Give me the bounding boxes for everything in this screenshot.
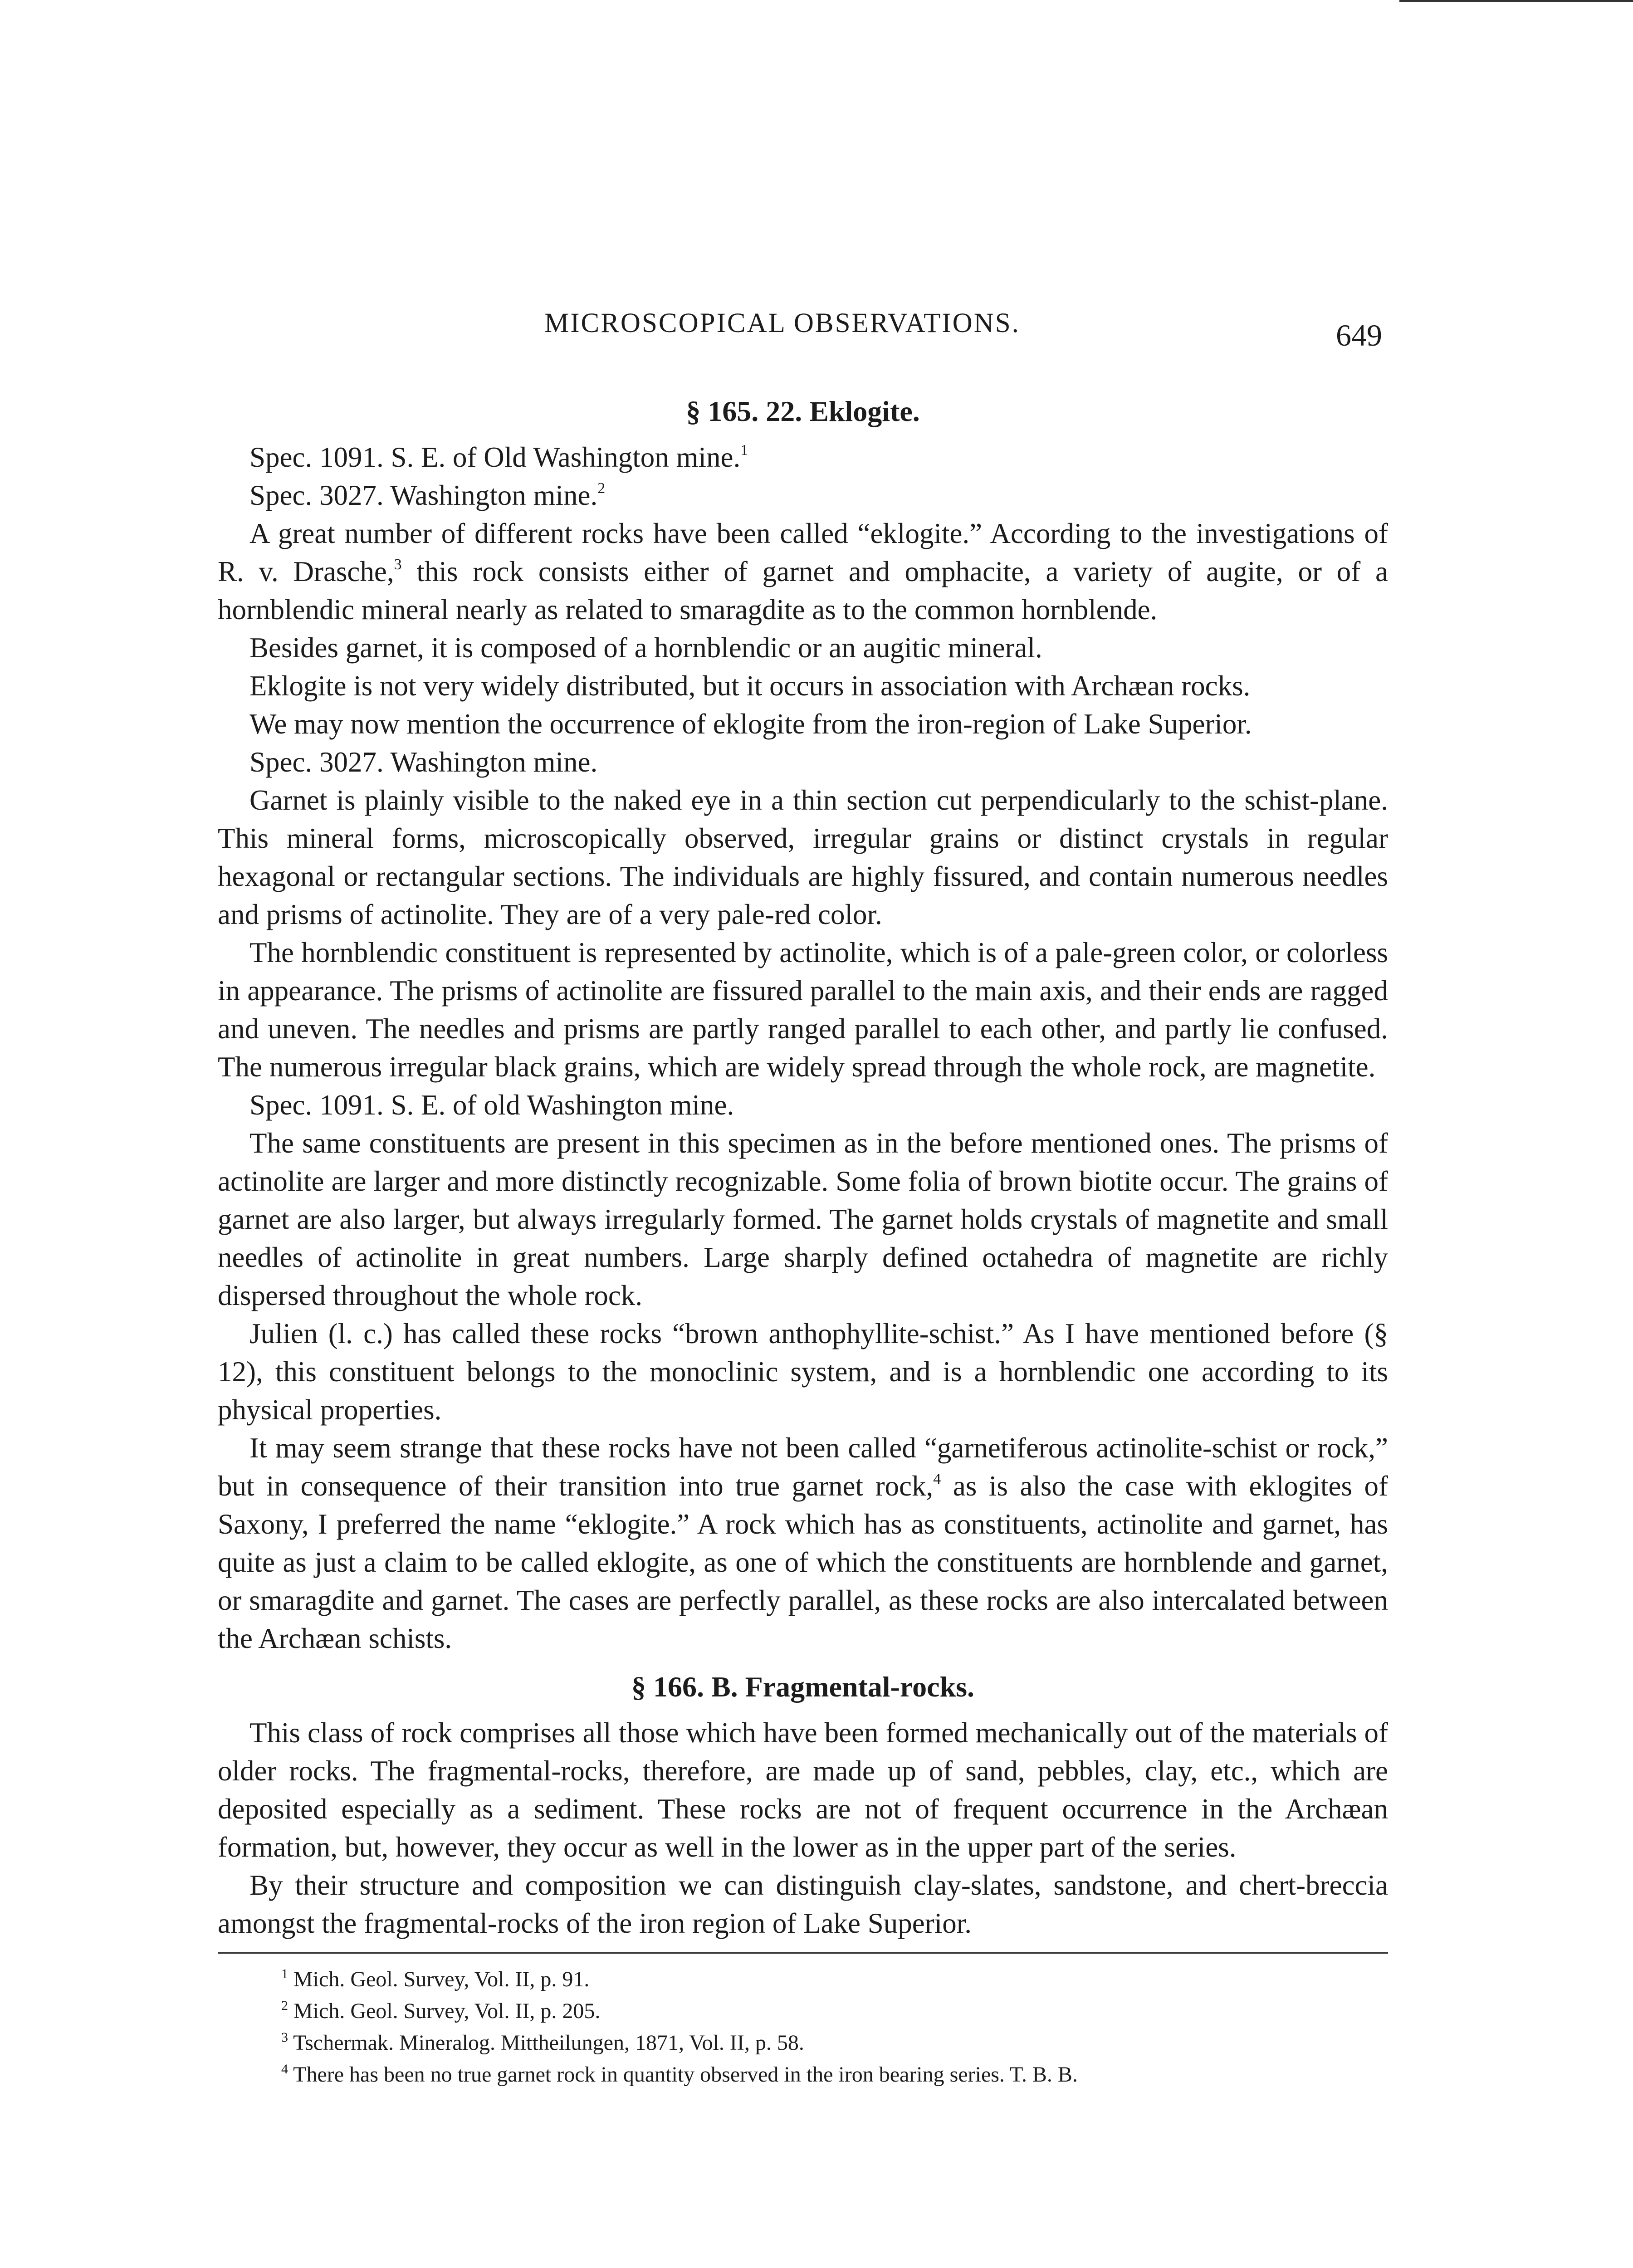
- specimen-line: [218, 476, 1388, 514]
- paragraph: Besides garnet, it is composed of a hornblendic or an augitic mineral.: [249, 632, 1042, 664]
- paragraph: We may now mention the occurrence of eklogite from the iron-region of Lake Superior.: [249, 708, 1252, 740]
- running-title: MICROSCOPICAL OBSERVATIONS.: [544, 308, 1020, 338]
- footnote: [218, 2059, 1388, 2091]
- footnote-rule: [218, 1952, 1388, 1954]
- specimen-line: Spec. 3027. Washington mine.: [249, 746, 598, 778]
- specimen-text: Spec. 3027. Washington mine.: [249, 479, 598, 511]
- section-166-heading: § 166. B. Fragmental-rocks.: [631, 1671, 975, 1703]
- paragraph: Garnet is plainly visible to the naked eye in a thin section cut perpendicularly to the schist-plane. This mineral forms, microscopically observed, irregular grains or distinct crystals in regular hexagonal or rectangular sections. The individuals are highly fissured, and contain numerous needles and prisms of actinolite. They are of a very pale-red color.: [218, 784, 1388, 930]
- paragraph-text: as is also the case with eklogites of Saxony, I preferred the name “eklogite.” A rock which has as constituents, actinolite and garnet, has quite as just a claim to be called eklogite, as one of which the constituents are hornblende and garnet, or smaragdite and garnet. The cases are perfectly parallel, as these rocks are also intercalated between the Archæan schists.: [218, 1470, 1388, 1654]
- footnote-text: Tschermak. Mineralog. Mittheilungen, 1871, Vol. II, p. 58.: [293, 2031, 804, 2055]
- footnote-ref: 2: [597, 480, 606, 497]
- footnote: [218, 1964, 1388, 1995]
- footnotes: [218, 1964, 1388, 2091]
- specimen-text: Spec. 1091. S. E. of Old Washington mine.: [249, 441, 741, 473]
- paragraph-text: this rock consists either of garnet and omphacite, a variety of augite, or of a hornblendic mineral nearly as related to smaragdite as to the common hornblende.: [218, 556, 1388, 626]
- paragraph: This class of rock comprises all those which have been formed mechanically out of the materials of older rocks. The fragmental-rocks, therefore, are made up of sand, pebbles, clay, etc., which are deposited especially as a sediment. These rocks are not of frequent occurrence in the Archæan formation, but, however, they occur as well in the lower as in the upper part of the series.: [218, 1717, 1388, 1863]
- footnote-mark: 1: [281, 1966, 288, 1981]
- specimen-line: Spec. 1091. S. E. of old Washington mine.: [249, 1089, 734, 1121]
- text-column: [218, 395, 1388, 2091]
- footnote-mark: 3: [281, 2030, 288, 2045]
- footnote-text: Mich. Geol. Survey, Vol. II, p. 91.: [293, 1967, 590, 1991]
- paragraph-text: A great number of different rocks have been called “eklogite.” According to the investigations of R. v. Drasche,: [218, 518, 1388, 587]
- footnote-ref: 4: [933, 1471, 941, 1487]
- paragraph: By their structure and composition we can distinguish clay-slates, sandstone, and chert-breccia amongst the fragmental-rocks of the iron region of Lake Superior.: [218, 1869, 1388, 1939]
- paragraph: [218, 514, 1388, 629]
- footnote-ref: 3: [394, 556, 402, 573]
- page-header: [213, 299, 1393, 352]
- footnote-mark: 2: [281, 1998, 288, 2013]
- footnote-text: Mich. Geol. Survey, Vol. II, p. 205.: [293, 1999, 601, 2023]
- paragraph: Julien (l. c.) has called these rocks “brown anthophyllite-schist.” As I have mentioned before (§ 12), this constituent belongs to the monoclinic system, and is a hornblendic one according to its physical properties.: [218, 1318, 1388, 1426]
- section-165-heading: § 165. 22. Eklogite.: [686, 395, 920, 427]
- page-number: 649: [1336, 318, 1382, 352]
- footnote: [218, 2027, 1388, 2059]
- footnote: [218, 1995, 1388, 2027]
- specimen-line: [218, 438, 1388, 476]
- paragraph: The hornblendic constituent is represented by actinolite, which is of a pale-green color, or colorless in appearance. The prisms of actinolite are fissured parallel to the main axis, and their ends are ragged and uneven. The needles and prisms are partly ranged parallel to each other, and partly lie confused. The numerous irregular black grains, which are widely spread through the whole rock, are magnetite.: [218, 937, 1388, 1083]
- footnote-mark: 4: [281, 2062, 288, 2077]
- footnote-text: There has been no true garnet rock in quantity observed in the iron bearing series. T. B. B.: [293, 2063, 1078, 2087]
- paragraph: The same constituents are present in this specimen as in the before mentioned ones. The prisms of actinolite are larger and more distinctly recognizable. Some folia of brown biotite occur. The grains of garnet are also larger, but always irregularly formed. The garnet holds crystals of magnetite and small needles of actinolite in great numbers. Large sharply defined octahedra of magnetite are richly dispersed throughout the whole rock.: [218, 1127, 1388, 1311]
- top-edge-rule: [1399, 0, 1633, 2]
- paragraph: Eklogite is not very widely distributed, but it occurs in association with Archæan rocks.: [249, 670, 1251, 702]
- paragraph: [218, 1429, 1388, 1657]
- paragraph-text: It may seem strange that these rocks have not been called “garnetiferous actinolite-schist or rock,” but in consequence of their transition into true garnet rock,: [218, 1432, 1388, 1502]
- footnote-ref: 1: [740, 442, 748, 459]
